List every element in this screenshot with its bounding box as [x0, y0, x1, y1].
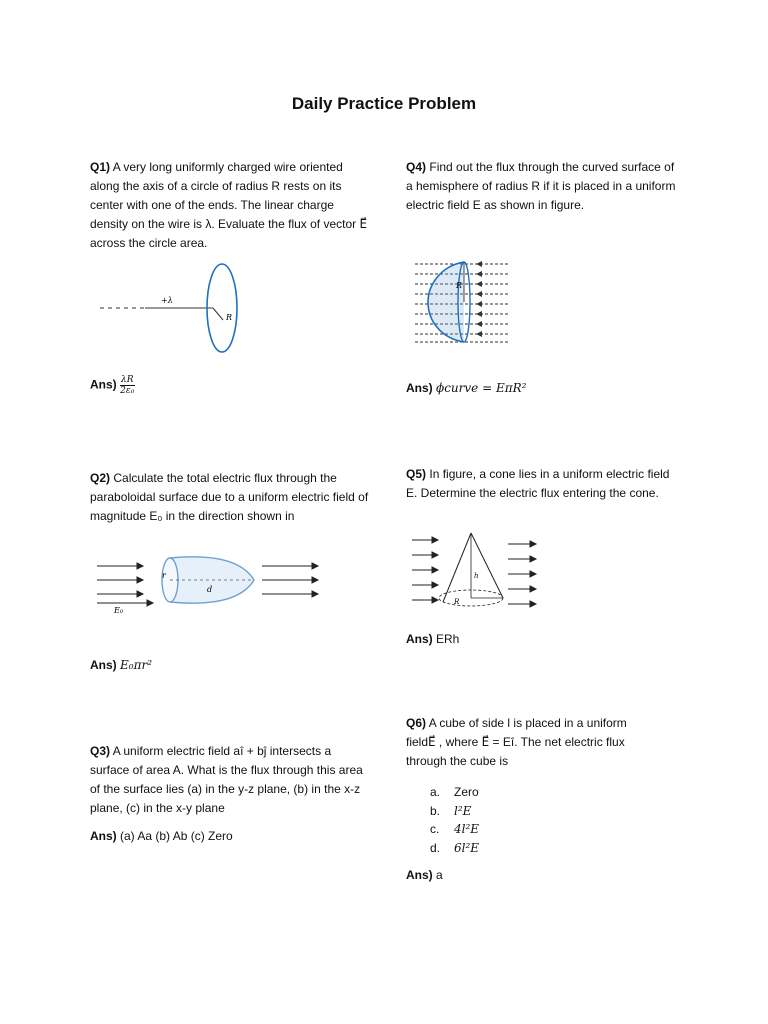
figure-cone — [408, 530, 543, 612]
figure-charged-wire-circle — [95, 262, 255, 357]
answer-6 — [406, 868, 443, 882]
answer-3-label: Ans) — [90, 829, 117, 843]
figure-label-d: d — [207, 585, 213, 594]
figure-label-e0: E₀ — [114, 606, 124, 615]
answer-6-label: Ans) — [406, 868, 433, 882]
question-5 — [406, 465, 681, 503]
figure-paraboloid — [92, 540, 327, 620]
question-5-label: Q5) — [406, 467, 427, 481]
answer-4-label: Ans) — [406, 381, 433, 395]
option-b: b. l²E — [430, 803, 472, 818]
figure-label-r: r — [162, 571, 166, 580]
figure-label-radius: R — [226, 313, 233, 322]
figure-label-r: R — [454, 598, 460, 606]
answer-1 — [90, 375, 135, 396]
option-d: d. 6l²E — [430, 840, 480, 855]
figure-label-h: h — [474, 572, 479, 580]
answer-2 — [90, 658, 152, 672]
answer-3-value: (a) Aa (b) Ab (c) Zero — [120, 829, 233, 843]
answer-1-label: Ans) — [90, 377, 117, 392]
figure-hemisphere — [410, 256, 520, 348]
figure-label-lambda: +λ — [161, 296, 173, 305]
question-3-label: Q3) — [90, 744, 111, 758]
question-2-label: Q2) — [90, 471, 111, 485]
answer-1-numerator: λR — [121, 375, 134, 385]
question-1-label: Q1) — [90, 160, 111, 174]
answer-5 — [406, 632, 459, 646]
option-a: a. Zero — [430, 785, 479, 799]
question-2 — [90, 469, 370, 526]
answer-4 — [406, 381, 526, 395]
question-4-text: Find out the flux through the curved surface of a hemisphere of radius R if it is placed in a uniform electric field E as shown in figure. — [406, 160, 676, 212]
answer-4-value: ϕcurve = EπR² — [436, 381, 527, 395]
answer-2-value: E₀πr² — [120, 658, 153, 672]
question-4-label: Q4) — [406, 160, 427, 174]
question-6-label: Q6) — [406, 716, 427, 730]
answer-1-fraction — [120, 375, 134, 396]
answer-3 — [90, 829, 233, 843]
question-2-text: Calculate the total electric flux through the paraboloidal surface due to a uniform electric field of magnitude E₀ in the direction shown in — [90, 471, 369, 523]
question-1 — [90, 158, 370, 253]
answer-1-denominator: 2ε₀ — [120, 386, 135, 396]
question-6 — [406, 714, 656, 771]
option-c: c. 4l²E — [430, 822, 480, 836]
question-6-options — [430, 783, 479, 857]
question-1-text: A very long uniformly charged wire oriented along the axis of a circle of radius R rests on its center with one of the ends. The linear charge density on the wire is λ. Evaluate the flux of vector E⃗ across the circle area. — [90, 160, 368, 250]
answer-5-label: Ans) — [406, 632, 433, 646]
answer-2-label: Ans) — [90, 658, 117, 672]
answer-5-value: ERh — [436, 632, 460, 646]
question-6-text: A cube of side l is placed in a uniform fieldE⃗ , where E⃗ = Eî. The net electric flux through the cube is — [406, 716, 627, 768]
page-title: Daily Practice Problem — [291, 94, 477, 113]
question-5-text: In figure, a cone lies in a uniform electric field E. Determine the electric flux entering the cone. — [406, 467, 670, 500]
answer-6-value: a — [436, 868, 443, 882]
question-3 — [90, 742, 370, 818]
figure-label-radius: R — [456, 281, 463, 290]
question-3-text: A uniform electric field aî + bĵ intersects a surface of area A. What is the flux through this area of the surface lies (a) in the y-z plane, (b) in the x-z plane, (c) in the x-y plane — [90, 744, 363, 815]
question-4 — [406, 158, 676, 215]
